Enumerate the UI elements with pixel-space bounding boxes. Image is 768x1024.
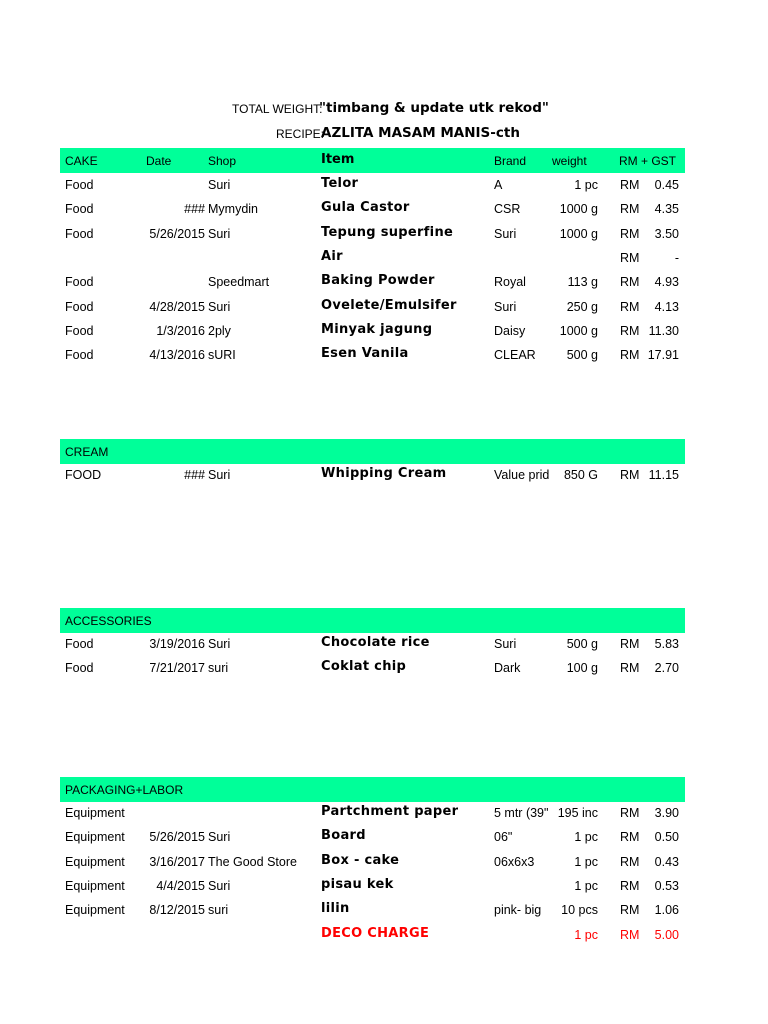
table-row — [0, 223, 768, 247]
column-weight: weight — [552, 154, 587, 168]
table-row — [0, 851, 768, 875]
brand-cell: pink- big — [494, 903, 542, 918]
currency-cell: RM — [620, 275, 640, 290]
currency-cell: RM — [620, 661, 640, 676]
weight-cell: 500 g — [566, 637, 598, 651]
shop-cell: Suri — [208, 637, 231, 651]
weight-cell: 113 g — [567, 275, 598, 290]
price-cell: 4.35 — [654, 202, 679, 217]
price-cell: 0.50 — [654, 830, 679, 845]
brand-cell: 06" — [494, 830, 513, 845]
item-cell: Chocolate rice — [321, 635, 430, 650]
section-title: PACKAGING+LABOR — [65, 783, 184, 797]
item-cell: Board — [321, 828, 366, 844]
type-cell: Equipment — [65, 854, 125, 869]
date-cell: ### — [184, 468, 205, 482]
table-row — [0, 464, 768, 488]
item-cell: Esen Vanila — [321, 346, 409, 362]
table-row — [0, 899, 768, 923]
table-row — [0, 924, 768, 948]
weight-cell: 10 pcs — [561, 903, 598, 918]
shop-cell: Suri — [208, 299, 231, 314]
brand-cell: Daisy — [494, 323, 526, 338]
date-cell: 3/19/2016 — [149, 637, 205, 651]
type-cell: Food — [65, 226, 94, 241]
type-cell: Equipment — [65, 806, 125, 820]
price-cell: 0.45 — [654, 178, 679, 192]
item-cell: Air — [321, 248, 343, 264]
column-item: Item — [321, 152, 355, 167]
price-cell: 11.15 — [648, 468, 679, 482]
shop-cell: sURI — [208, 348, 236, 363]
price-cell: 5.00 — [654, 927, 679, 942]
price-cell: 3.50 — [654, 226, 679, 241]
price-cell: 17.91 — [647, 348, 679, 363]
type-cell: Food — [65, 299, 94, 314]
table-row — [0, 271, 768, 295]
weight-cell: 1 pc — [574, 178, 598, 192]
brand-cell: Suri — [494, 637, 517, 651]
brand-cell: Suri — [494, 226, 517, 241]
type-cell: Equipment — [65, 903, 125, 918]
total-weight-label: TOTAL WEIGHT: — [232, 102, 323, 116]
table-row — [0, 344, 768, 368]
price-cell: 3.90 — [654, 806, 679, 820]
table-row — [0, 826, 768, 850]
shop-cell: Suri — [208, 468, 231, 482]
total-weight-value: "timbang & update utk rekod" — [319, 100, 549, 116]
weight-cell: 250 g — [566, 299, 598, 314]
item-cell: Coklat chip — [321, 659, 407, 675]
price-cell: 0.43 — [654, 854, 679, 869]
date-cell: 4/13/2016 — [149, 348, 205, 363]
shop-cell: The Good Store — [208, 854, 297, 869]
currency-cell: RM — [620, 178, 640, 192]
item-cell: DECO CHARGE — [321, 925, 430, 941]
price-cell: 5.83 — [654, 637, 679, 651]
brand-cell: Suri — [494, 299, 517, 314]
shop-cell: Suri — [208, 226, 231, 241]
table-row — [0, 657, 768, 681]
column-shop: Shop — [208, 154, 237, 168]
recipe-label: RECIPE: — [276, 127, 325, 141]
price-cell: 0.53 — [654, 878, 679, 893]
brand-cell: 06x6x3 — [494, 854, 535, 869]
table-row — [0, 174, 768, 198]
item-cell: Tepung superfine — [321, 224, 454, 240]
shop-cell: 2ply — [208, 323, 231, 338]
shop-cell: suri — [208, 661, 229, 676]
item-cell: Box - cake — [321, 852, 400, 868]
item-cell: Baking Powder — [321, 273, 435, 289]
currency-cell: RM — [620, 903, 640, 918]
brand-cell: 5 mtr (39" — [494, 806, 549, 820]
brand-cell: CSR — [494, 202, 521, 217]
section-header-packaging — [60, 777, 685, 802]
weight-cell: 1 pc — [574, 878, 598, 893]
table-row — [0, 802, 768, 826]
section-title: CREAM — [65, 445, 109, 459]
type-cell: Food — [65, 348, 94, 363]
currency-cell: RM — [620, 878, 640, 893]
brand-cell: Royal — [494, 275, 526, 290]
price-cell: 4.93 — [654, 275, 679, 290]
date-cell: 4/28/2015 — [149, 299, 205, 314]
type-cell: Equipment — [65, 830, 125, 845]
item-cell: Partchment paper — [321, 804, 459, 819]
weight-cell: 1 pc — [574, 854, 598, 869]
currency-cell: RM — [620, 637, 640, 651]
type-cell: Food — [65, 202, 94, 217]
item-cell: lilin — [321, 901, 350, 917]
currency-cell: RM — [620, 323, 640, 338]
weight-cell: 1000 g — [559, 323, 598, 338]
shop-cell: Suri — [208, 830, 231, 845]
weight-cell: 1000 g — [559, 226, 598, 241]
date-cell: 4/4/2015 — [156, 878, 205, 893]
currency-cell: RM — [620, 226, 640, 241]
table-row — [0, 320, 768, 344]
weight-cell: 500 g — [566, 348, 598, 363]
section-header-accessories — [60, 608, 685, 633]
type-cell: Food — [65, 178, 94, 192]
type-cell: FOOD — [65, 468, 102, 482]
date-cell: ### — [184, 202, 205, 217]
item-cell: Gula Castor — [321, 200, 410, 216]
weight-cell: 1000 g — [559, 202, 598, 217]
table-row — [0, 633, 768, 657]
date-cell: 8/12/2015 — [149, 903, 205, 918]
section-title: ACCESSORIES — [65, 614, 152, 628]
weight-cell: 1 pc — [574, 830, 598, 845]
weight-cell: 1 pc — [574, 927, 598, 942]
brand-cell: Value prid — [494, 468, 550, 482]
weight-cell: 100 g — [566, 661, 598, 676]
table-row — [0, 875, 768, 899]
brand-cell: CLEAR — [494, 348, 536, 363]
currency-cell: RM — [620, 299, 640, 314]
date-cell: 5/26/2015 — [149, 226, 205, 241]
brand-cell: A — [494, 178, 503, 192]
section-header-cream — [60, 439, 685, 464]
section-header-cake — [60, 148, 685, 173]
price-cell: - — [674, 250, 679, 265]
price-cell: 1.06 — [654, 903, 679, 918]
date-cell: 1/3/2016 — [156, 323, 205, 338]
currency-cell: RM — [620, 348, 640, 363]
price-cell: 11.30 — [648, 323, 679, 338]
weight-cell: 195 inc — [557, 806, 598, 820]
recipe-value: AZLITA MASAM MANIS-cth — [321, 125, 520, 141]
table-row — [0, 296, 768, 320]
type-cell: Food — [65, 275, 94, 290]
currency-cell: RM — [620, 250, 640, 265]
table-row — [0, 198, 768, 222]
currency-cell: RM — [620, 830, 640, 845]
table-row — [0, 247, 768, 271]
item-cell: pisau kek — [321, 876, 394, 892]
currency-cell: RM — [620, 854, 640, 869]
currency-cell: RM — [620, 202, 640, 217]
weight-cell: 850 G — [563, 468, 598, 482]
type-cell: Food — [65, 661, 94, 676]
currency-cell: RM — [620, 806, 640, 820]
shop-cell: Suri — [208, 178, 231, 192]
date-cell: 7/21/2017 — [149, 661, 205, 676]
price-cell: 4.13 — [654, 299, 679, 314]
item-cell: Telor — [321, 176, 359, 191]
item-cell: Minyak jagung — [321, 321, 433, 337]
column-price: RM + GST — [619, 154, 677, 168]
brand-cell: Dark — [494, 661, 521, 676]
date-cell: 5/26/2015 — [149, 830, 205, 845]
type-cell: Food — [65, 323, 94, 338]
currency-cell: RM — [620, 468, 640, 482]
shop-cell: suri — [208, 903, 229, 918]
type-cell: Food — [65, 637, 94, 651]
currency-cell: RM — [620, 927, 640, 942]
date-cell: 3/16/2017 — [149, 854, 205, 869]
column-brand: Brand — [494, 154, 527, 168]
price-cell: 2.70 — [654, 661, 679, 676]
shop-cell: Suri — [208, 878, 231, 893]
shop-cell: Speedmart — [208, 275, 270, 290]
type-cell: Equipment — [65, 878, 125, 893]
column-date: Date — [146, 154, 172, 168]
item-cell: Ovelete/Emulsifer — [321, 297, 457, 313]
shop-cell: Mymydin — [208, 202, 259, 217]
item-cell: Whipping Cream — [321, 466, 447, 481]
column-category: CAKE — [65, 154, 98, 168]
